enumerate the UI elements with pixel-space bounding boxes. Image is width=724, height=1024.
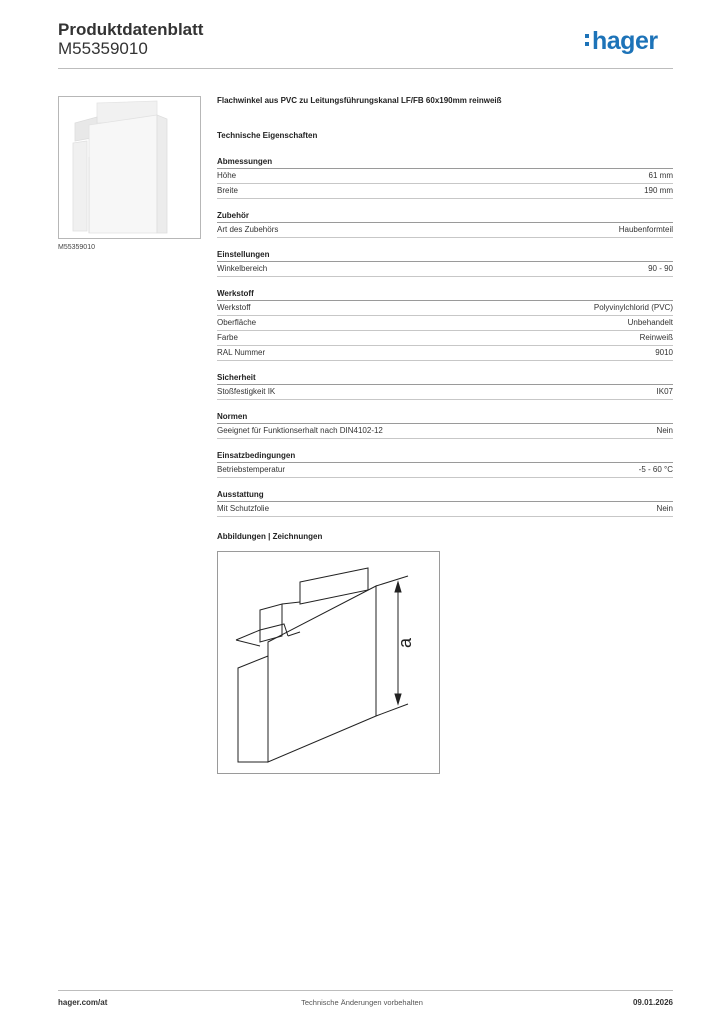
properties-table bbox=[217, 156, 673, 528]
property-value: Unbehandelt bbox=[627, 318, 673, 327]
property-section bbox=[217, 450, 673, 478]
product-code: M55359010 bbox=[58, 39, 148, 58]
property-section bbox=[217, 249, 673, 277]
header-divider bbox=[58, 68, 673, 69]
property-value: Polyvinylchlorid (PVC) bbox=[593, 303, 673, 312]
property-section bbox=[217, 210, 673, 238]
property-section bbox=[217, 372, 673, 400]
property-label: Mit Schutzfolie bbox=[217, 504, 270, 513]
section-title: Sicherheit bbox=[217, 372, 673, 385]
angle-drawing-icon bbox=[218, 552, 439, 773]
footer-note: Technische Änderungen vorbehalten bbox=[301, 998, 423, 1007]
hager-logo bbox=[592, 27, 658, 56]
property-label: Werkstoff bbox=[217, 303, 251, 312]
section-title: Einsatzbedingungen bbox=[217, 450, 673, 463]
property-row bbox=[217, 223, 673, 238]
property-row bbox=[217, 184, 673, 199]
property-value: Haubenformteil bbox=[618, 225, 673, 234]
property-row bbox=[217, 463, 673, 478]
property-row bbox=[217, 424, 673, 439]
property-label: Art des Zubehörs bbox=[217, 225, 279, 234]
property-label: Stoßfestigkeit IK bbox=[217, 387, 276, 396]
footer-date: 09.01.2026 bbox=[632, 998, 673, 1007]
product-photo-icon bbox=[59, 97, 200, 238]
property-value: IK07 bbox=[656, 387, 673, 396]
product-description: Flachwinkel aus PVC zu Leitungsführungskanal LF/FB 60x190mm reinweiß bbox=[217, 96, 502, 105]
dimension-label: a bbox=[395, 637, 415, 648]
property-row bbox=[217, 385, 673, 400]
property-row bbox=[217, 301, 673, 316]
section-title: Ausstattung bbox=[217, 489, 673, 502]
technical-properties-heading: Technische Eigenschaften bbox=[217, 131, 318, 140]
product-thumbnail bbox=[58, 96, 201, 239]
property-label: Farbe bbox=[217, 333, 238, 342]
figure-heading: Abbildungen | Zeichnungen bbox=[217, 532, 323, 541]
footer-website-link[interactable]: hager.com/at bbox=[58, 998, 108, 1007]
property-row bbox=[217, 331, 673, 346]
property-label: Höhe bbox=[217, 171, 237, 180]
property-label: Breite bbox=[217, 186, 238, 195]
property-value: Reinweiß bbox=[639, 333, 673, 342]
property-row bbox=[217, 262, 673, 277]
property-label: Geeignet für Funktionserhalt nach DIN4102-12 bbox=[217, 426, 383, 435]
property-value: 190 mm bbox=[644, 186, 673, 195]
section-title: Werkstoff bbox=[217, 288, 673, 301]
property-row bbox=[217, 502, 673, 517]
property-value: 61 mm bbox=[648, 171, 673, 180]
page-title: Produktdatenblatt bbox=[58, 20, 204, 39]
property-value: -5 - 60 °C bbox=[638, 465, 673, 474]
property-row bbox=[217, 316, 673, 331]
property-section bbox=[217, 411, 673, 439]
property-row bbox=[217, 346, 673, 361]
property-section bbox=[217, 156, 673, 199]
property-value: Nein bbox=[656, 504, 673, 513]
property-row bbox=[217, 169, 673, 184]
property-value: 9010 bbox=[655, 348, 673, 357]
logo-text: hager bbox=[592, 27, 658, 55]
section-title: Normen bbox=[217, 411, 673, 424]
technical-drawing bbox=[217, 551, 440, 774]
property-section bbox=[217, 489, 673, 517]
property-label: RAL Nummer bbox=[217, 348, 266, 357]
footer-divider bbox=[58, 990, 673, 991]
property-label: Winkelbereich bbox=[217, 264, 268, 273]
section-title: Einstellungen bbox=[217, 249, 673, 262]
property-section bbox=[217, 288, 673, 361]
property-label: Oberfläche bbox=[217, 318, 257, 327]
property-value: 90 - 90 bbox=[648, 264, 673, 273]
section-title: Zubehör bbox=[217, 210, 673, 223]
property-value: Nein bbox=[656, 426, 673, 435]
logo-dots-icon bbox=[585, 34, 589, 48]
section-title: Abmessungen bbox=[217, 156, 673, 169]
property-label: Betriebstemperatur bbox=[217, 465, 286, 474]
thumbnail-caption: M55359010 bbox=[58, 244, 95, 251]
